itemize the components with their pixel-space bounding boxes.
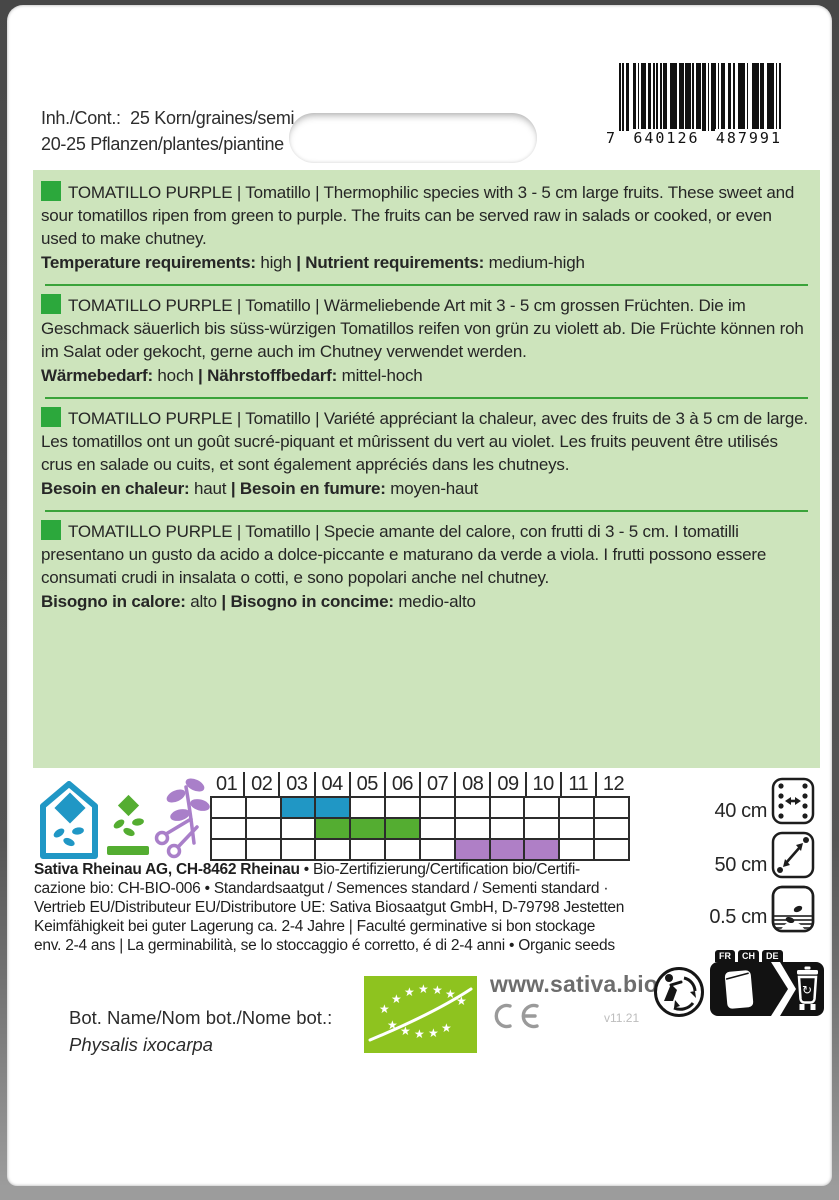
eu-organic-star: ★ [445, 987, 456, 1001]
harvest-icon [151, 775, 211, 861]
svg-text:↻: ↻ [802, 983, 813, 997]
row-spacing-label: 40 cm [714, 800, 767, 822]
seed-packet-back [7, 5, 832, 1186]
eu-organic-star: ★ [400, 1024, 411, 1038]
content-quantity [41, 105, 294, 157]
company-info [34, 861, 724, 956]
barcode-lead-digit: 7 [606, 129, 618, 147]
greenhouse-sowing-icon [40, 781, 98, 859]
calendar-cell [386, 840, 421, 859]
calendar-cell [351, 798, 386, 817]
direct-sowing-icon [105, 793, 151, 859]
barcode-bar [738, 63, 745, 131]
calendar-cell [456, 840, 491, 859]
calendar-cell [421, 798, 456, 817]
calendar-cell [491, 840, 526, 859]
eu-organic-star: ★ [456, 994, 467, 1008]
botanical-name-latin: Physalis ixocarpa [69, 1033, 213, 1055]
language-block-it [41, 520, 812, 614]
language-separator [45, 397, 808, 399]
calendar-cell [212, 840, 247, 859]
country-tab-de: DE [761, 949, 784, 962]
variety-description-it: TOMATILLO PURPLE | Tomatillo | Specie amante del calore, con frutti di 3 - 5 cm. I tomatilli presentano un gusto da acido a dolce-piccante e maturano da verde a viola. I frutti possono essere consumati crudi in insalata o cotti, e sono popolari anche nel chutney. [41, 522, 767, 587]
eu-organic-star: ★ [414, 1027, 425, 1041]
green-square-bullet [41, 407, 61, 427]
barcode-bars [619, 63, 783, 131]
company-line-2: cazione bio: CH-BIO-006 • Standardsaatgut / Semences standard / Sementi standard · [34, 879, 609, 897]
packaging-disposal-icon [709, 949, 825, 1019]
calendar-cell [560, 798, 595, 817]
calendar-cell [456, 819, 491, 838]
eu-organic-star: ★ [428, 1026, 439, 1040]
variety-description-de: TOMATILLO PURPLE | Tomatillo | Wärmeliebende Art mit 3 - 5 cm grossen Früchten. Die im Geschmack säuerlich bis süss-würzigen Tomatillos reifen von grün zu violett ab. Die Früchte können roh im Salat oder gekocht, gerne auch im Chutney verwendet werden. [41, 296, 804, 361]
barcode-bar [752, 63, 759, 131]
company-line-4: Keimfähigkeit bei guter Lagerung ca. 2-4 Jahre | Faculté germinative si bon stockage [34, 917, 596, 935]
barcode-number [605, 129, 783, 147]
eu-organic-star: ★ [379, 1002, 390, 1016]
calendar-cell [316, 840, 351, 859]
language-block-fr [41, 407, 812, 501]
calendar-cell [525, 840, 560, 859]
requirements-en: Temperature requirements: high | Nutrient requirements: medium-high [41, 253, 585, 273]
calendar-cell [247, 798, 282, 817]
plant-distance-icon [771, 831, 815, 879]
eu-organic-star: ★ [432, 983, 443, 997]
description-panel [33, 170, 820, 768]
company-line-5: env. 2-4 ans | La germinabilità, se lo stoccaggio é corretto, é di 2-4 anni • Organic seeds [34, 936, 615, 954]
eu-organic-star: ★ [418, 982, 429, 996]
barcode-bar [779, 63, 781, 131]
calendar-month-label: 10 [527, 772, 562, 796]
country-tab-fr: FR [714, 949, 736, 962]
calendar-cell [351, 840, 386, 859]
eu-organic-star: ★ [391, 992, 402, 1006]
barcode-group-1: 640126 [633, 129, 700, 147]
calendar-cell [491, 798, 526, 817]
website-url: www.sativa.bio [490, 971, 659, 997]
calendar-month-label: 03 [280, 772, 315, 796]
green-square-bullet [41, 294, 61, 314]
barcode-bar [767, 63, 774, 131]
language-block-en [41, 181, 812, 275]
content-line-1: Inh./Cont.: 25 Korn/graines/semi [41, 108, 295, 128]
language-blocks [41, 181, 812, 614]
company-name: Sativa Rheinau AG, CH-8462 Rheinau [34, 861, 300, 878]
eu-organic-leaf-icon [364, 976, 477, 1053]
company-lines [34, 880, 724, 956]
calendar-month-label: 05 [351, 772, 386, 796]
calendar-cell [386, 798, 421, 817]
version-label: v11.21 [604, 1011, 640, 1025]
variety-description-en: TOMATILLO PURPLE | Tomatillo | Thermophilic species with 3 - 5 cm large fruits. These sweet and sour tomatillos ripen from green to purple. The fruits can be served raw in salads or cooked, or even used to make chutney. [41, 183, 795, 248]
triman-recycling-icon [652, 965, 706, 1019]
language-separator [45, 510, 808, 512]
calendar-cell [525, 819, 560, 838]
language-separator [45, 284, 808, 286]
calendar-month-header [210, 772, 630, 796]
botanical-name-label: Bot. Name/Nom bot./Nome bot.: [69, 1007, 333, 1028]
calendar-cell [421, 819, 456, 838]
company-line-1 [34, 861, 724, 880]
calendar-cell [386, 819, 421, 838]
calendar-cell [247, 840, 282, 859]
seed-sachet-glyph [724, 970, 753, 1009]
calendar-cell [560, 819, 595, 838]
sowing-depth-icon [771, 885, 815, 933]
calendar-month-label: 06 [386, 772, 421, 796]
calendar-month-label: 01 [210, 772, 245, 796]
calendar-cell [456, 798, 491, 817]
calendar-month-label: 07 [421, 772, 456, 796]
calendar-month-label: 11 [562, 772, 597, 796]
barcode [605, 63, 783, 158]
hang-hole-slot [289, 113, 537, 163]
botanical-name-block [69, 1005, 332, 1059]
calendar-cell [491, 819, 526, 838]
calendar-cell [282, 840, 317, 859]
calendar-cell [316, 819, 351, 838]
ce-mark-icon [491, 1002, 545, 1030]
calendar-cell [247, 819, 282, 838]
calendar-cell [595, 819, 628, 838]
plant-distance-label: 50 cm [714, 854, 767, 876]
variety-description-fr: TOMATILLO PURPLE | Tomatillo | Variété appréciant la chaleur, avec des fruits de 3 à 5 cm de large. Les tomatillos ont un goût sucré-piquant et mûrissent du vert au violet. Les fruits peuvent être utilisés crus en salade ou cuits, et sont également appréciés dans les chutneys. [41, 409, 808, 474]
calendar-month-label: 08 [456, 772, 491, 796]
calendar-cell [282, 798, 317, 817]
eu-organic-star: ★ [441, 1021, 452, 1035]
row-spacing-icon [771, 777, 815, 825]
calendar-cell [560, 840, 595, 859]
requirements-de: Wärmebedarf: hoch | Nährstoffbedarf: mittel-hoch [41, 366, 423, 386]
calendar-cell [351, 819, 386, 838]
calendar-month-label: 02 [245, 772, 280, 796]
calendar-cell [316, 798, 351, 817]
company-line-3: Vertrieb EU/Distributeur EU/Distributore UE: Sativa Biosaatgut GmbH, D-79798 Jestetten [34, 898, 625, 916]
company-line-1-rest: • Bio-Zertifizierung/Certification bio/Certifi- [299, 861, 580, 878]
calendar-row-harvest [212, 838, 628, 859]
calendar-cell [595, 840, 628, 859]
country-tabs [714, 949, 785, 962]
eu-organic-star: ★ [387, 1018, 398, 1032]
eu-organic-star: ★ [404, 985, 415, 999]
calendar-cell [525, 798, 560, 817]
calendar-row-planting-outdoors [212, 817, 628, 838]
barcode-bar [670, 63, 677, 131]
green-square-bullet [41, 181, 61, 201]
calendar-row-sowing-under-glass [212, 798, 628, 817]
barcode-group-2: 487991 [715, 129, 782, 147]
country-tab-ch: CH [737, 949, 760, 962]
calendar-cell [282, 819, 317, 838]
calendar-cell [595, 798, 628, 817]
requirements-it: Bisogno in calore: alto | Bisogno in concime: medio-alto [41, 592, 476, 612]
calendar-cell [212, 798, 247, 817]
disposal-badge-body [709, 961, 825, 1017]
sowing-depth-label: 0.5 cm [709, 906, 767, 928]
language-block-de [41, 294, 812, 388]
calendar-month-label: 12 [602, 773, 625, 795]
requirements-fr: Besoin en chaleur: haut | Besoin en fumure: moyen-haut [41, 479, 479, 499]
calendar-cell [421, 840, 456, 859]
calendar-month-label: 04 [316, 772, 351, 796]
green-square-bullet [41, 520, 61, 540]
sowing-calendar-grid [210, 796, 630, 861]
content-line-2: 20-25 Pflanzen/plantes/piantine [41, 134, 284, 155]
calendar-cell [212, 819, 247, 838]
calendar-month-label: 09 [491, 772, 526, 796]
